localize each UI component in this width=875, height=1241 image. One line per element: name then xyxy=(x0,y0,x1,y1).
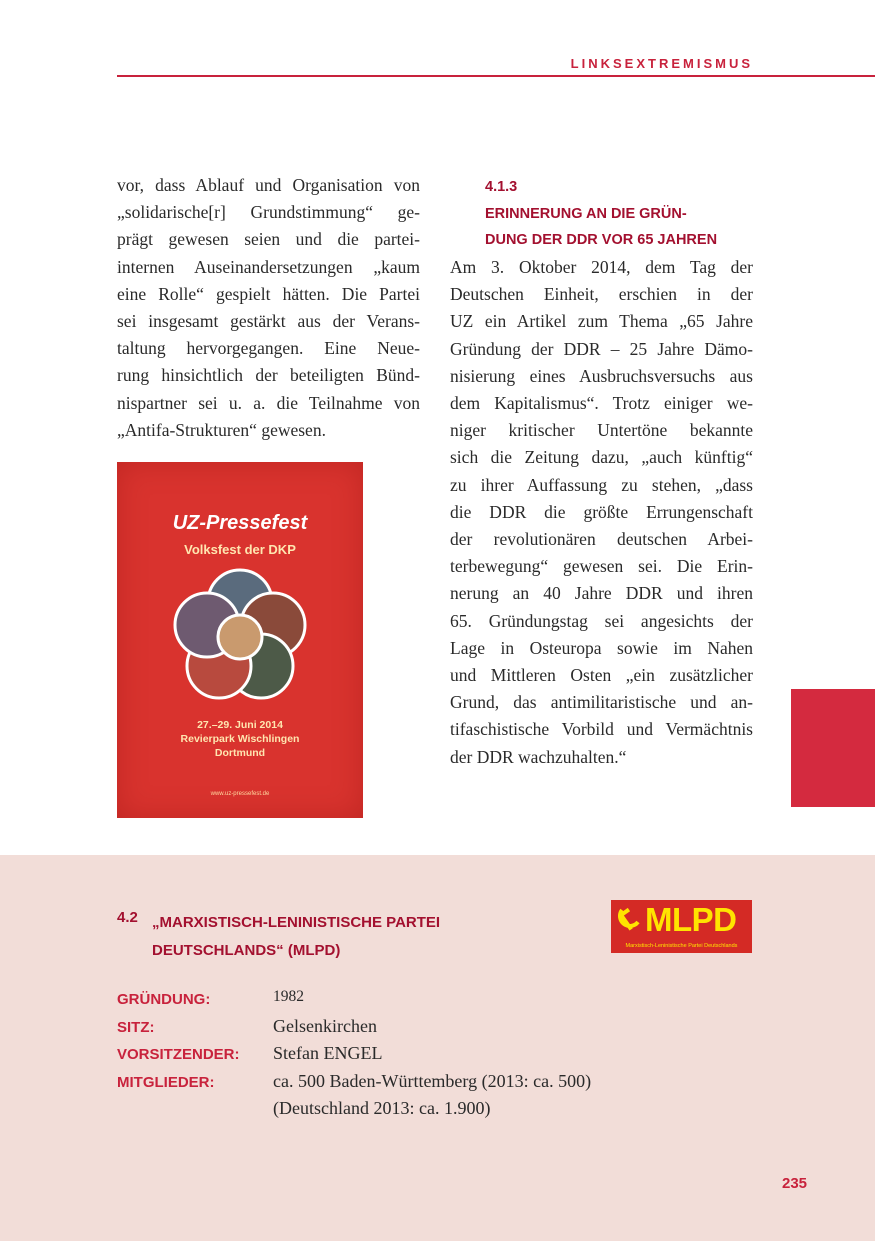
poster-venue: Revierpark Wischlingen xyxy=(180,733,300,745)
fact-label: VORSITZENDER: xyxy=(117,1046,240,1063)
text-line: zu ihrer Auffassung zu stehen, „dass xyxy=(450,474,753,495)
section-title-line1: ERINNERUNG AN DIE GRÜN- xyxy=(485,205,687,222)
right-column-text xyxy=(450,254,753,771)
text-line: vor, dass Ablauf und Organisation von xyxy=(117,175,420,195)
text-line: 65. Gründungstag sei angesichts der xyxy=(450,610,753,631)
mlpd-logo-text: MLPD xyxy=(645,901,737,938)
fact-value: 1982 xyxy=(273,988,304,1005)
text-line: dem Kapitalismus“. Trotz einiger we- xyxy=(450,393,753,414)
mlpd-logo-caption: Marxistisch-Leninistische Partei Deutschlands xyxy=(625,943,738,949)
text-line: „solidarische[r] Grundstimmung“ ge- xyxy=(117,202,420,223)
info-box-title-line2: DEUTSCHLANDS“ (MLPD) xyxy=(152,942,341,959)
text-line: nisierung eines Ausbruchsversuchs aus xyxy=(450,365,753,386)
fact-value: (Deutschland 2013: ca. 1.900) xyxy=(273,1098,491,1118)
text-line: und Mittleren Osten „ein zusätzlicher xyxy=(450,665,753,686)
poster-url: www.uz-pressefest.de xyxy=(210,791,270,797)
fact-label: SITZ: xyxy=(117,1018,155,1036)
text-line: Lage in Osteuropa sowie im Nahen xyxy=(450,637,753,658)
fact-value: Stefan ENGEL xyxy=(273,1043,383,1063)
text-line: rung hinsichtlich der beteiligten Bünd- xyxy=(117,365,420,386)
text-line: tifaschistische Vorbild und Vermächtnis xyxy=(450,719,753,740)
section-title-line2: DUNG DER DDR VOR 65 JAHREN xyxy=(485,232,718,248)
text-line: die DDR die größte Errungenschaft xyxy=(450,501,753,522)
text-line: Gründung der DDR – 25 Jahre Dämo- xyxy=(450,338,753,359)
text-line: UZ ein Artikel zum Thema „65 Jahre xyxy=(450,311,753,332)
fact-value: Gelsenkirchen xyxy=(273,1015,377,1036)
fact-label: MITGLIEDER: xyxy=(117,1073,215,1091)
poster-title: UZ-Pressefest xyxy=(172,512,308,534)
poster-dates xyxy=(117,718,363,760)
section-number: 4.1.3 xyxy=(485,179,518,195)
text-line: terbewegung“ gewesen sei. Die Erin- xyxy=(450,556,753,577)
text-line: Deutschen Einheit, erschien in der xyxy=(450,284,753,305)
text-line: eine Rolle“ gespielt hätten. Die Partei xyxy=(117,283,420,304)
info-box-number: 4.2 xyxy=(117,909,138,926)
text-line: „Antifa-Strukturen“ gewesen. xyxy=(117,419,326,440)
info-box-title-line1: „MARXISTISCH-LENINISTISCHE PARTEI xyxy=(152,914,441,931)
text-line: sich die Zeitung dazu, „auch künftig“ xyxy=(450,447,753,468)
fact-label: GRÜNDUNG: xyxy=(117,991,211,1008)
uz-pressefest-poster xyxy=(117,462,363,818)
poster-photo-collage xyxy=(165,562,315,712)
hammer-sickle-icon xyxy=(616,906,642,936)
text-line: Grund, das antimilitaristische und an- xyxy=(450,692,753,713)
text-line: Am 3. Oktober 2014, dem Tag der xyxy=(450,257,753,277)
header-rule xyxy=(117,75,875,77)
section-4-1-3-heading xyxy=(485,174,760,254)
text-line: prägt gewesen seien und die partei- xyxy=(117,229,420,250)
text-line: der revolutionären deutschen Arbei- xyxy=(450,529,753,550)
fact-value: ca. 500 Baden-Württemberg (2013: ca. 500) xyxy=(273,1070,592,1091)
info-box-title xyxy=(152,909,440,965)
text-line: nispartner sei u. a. die Teilnahme von xyxy=(117,392,420,413)
text-line: nerung an 40 Jahre DDR und ihren xyxy=(450,583,753,604)
text-line: niger kritischer Untertöne bekannte xyxy=(450,420,753,441)
text-line: taltung hervorgegangen. Eine Neue- xyxy=(117,338,420,359)
page-number: 235 xyxy=(782,1175,808,1192)
text-line: internen Auseinandersetzungen „kaum xyxy=(117,256,420,277)
poster-date: 27.–29. Juni 2014 xyxy=(197,719,283,731)
mlpd-logo xyxy=(611,900,752,953)
left-column-text xyxy=(117,172,420,444)
poster-subtitle: Volksfest der DKP xyxy=(184,542,296,557)
chapter-side-tab xyxy=(791,689,875,807)
text-line: der DDR wachzuhalten.“ xyxy=(450,746,627,767)
text-line: sei insgesamt gestärkt aus der Verans- xyxy=(117,311,420,332)
running-header: LINKSEXTREMISMUS xyxy=(570,56,753,71)
poster-city: Dortmund xyxy=(214,747,266,759)
